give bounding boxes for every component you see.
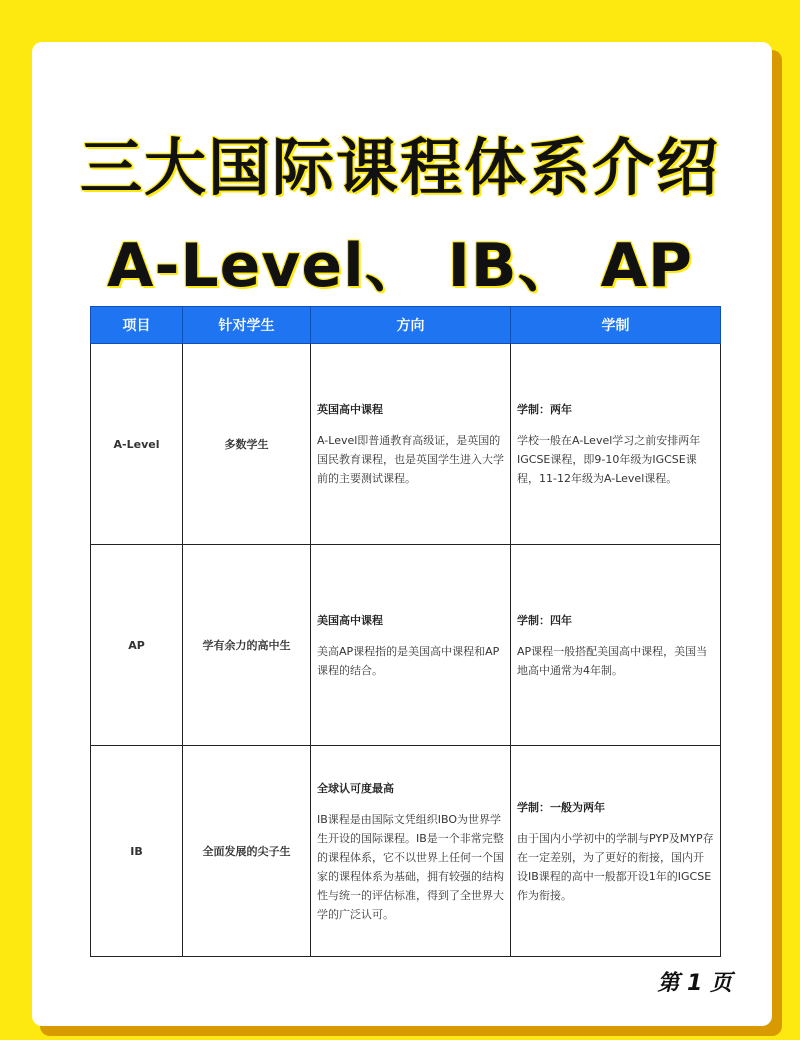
direction-title: 英国高中课程 <box>317 403 383 416</box>
direction-text: A-Level即普通教育高级证，是英国的国民教育课程，也是英国学生进入大学前的主要测试课程。 <box>317 434 504 485</box>
course-duration <box>511 545 721 746</box>
table-row-alevel <box>91 344 721 545</box>
page-number: 第 1 页 <box>657 971 732 996</box>
header-direction: 方向 <box>311 307 511 344</box>
page-title: 三大国际课程体系介绍 <box>79 131 720 204</box>
course-target: 学有余力的高中生 <box>183 545 311 746</box>
direction-title: 全球认可度最高 <box>317 781 394 795</box>
duration-text: AP课程一般搭配美国高中课程，美国当地高中通常为4年制。 <box>517 644 708 677</box>
direction-title: 美国高中课程 <box>317 613 383 627</box>
course-name: AP <box>91 545 183 746</box>
course-duration <box>511 746 721 957</box>
duration-title: 学制：两年 <box>517 403 572 416</box>
table-header-row <box>91 307 721 344</box>
course-direction <box>311 746 511 957</box>
duration-title: 学制：一般为两年 <box>517 800 605 814</box>
direction-text: IB课程是由国际文凭组织IBO为世界学生开设的国际课程。IB是一个非常完整的课程体系，它不以世界上任何一个国家的课程体系为基础，拥有较强的结构性与统一的评估标准，得到了全世界大学的广泛认可。 <box>317 812 504 921</box>
course-comparison-table <box>90 306 721 957</box>
header-duration: 学制 <box>511 307 721 344</box>
duration-text: 由于国内小学初中的学制与PYP及MYP存在一定差别，为了更好的衔接，国内开设IB课程的高中一般都开设1年的IGCSE作为衔接。 <box>517 831 714 902</box>
header-target-students: 针对学生 <box>183 307 311 344</box>
course-direction <box>311 344 511 545</box>
course-name: IB <box>91 746 183 957</box>
course-name: A-Level <box>91 344 183 545</box>
table-row-ib <box>91 746 721 957</box>
duration-text: 学校一般在A-Level学习之前安排两年IGCSE课程，即9-10年级为IGCSE课程，11-12年级为A-Level课程。 <box>517 434 701 485</box>
header-item: 项目 <box>91 307 183 344</box>
course-direction <box>311 545 511 746</box>
direction-text: 美高AP课程指的是美国高中课程和AP课程的结合。 <box>317 644 500 677</box>
course-duration <box>511 344 721 545</box>
duration-title: 学制：四年 <box>517 613 572 627</box>
page-subtitle: A-Level、 IB、 AP <box>107 231 693 301</box>
table-row-ap <box>91 545 721 746</box>
course-target: 多数学生 <box>183 344 311 545</box>
course-target: 全面发展的尖子生 <box>183 746 311 957</box>
